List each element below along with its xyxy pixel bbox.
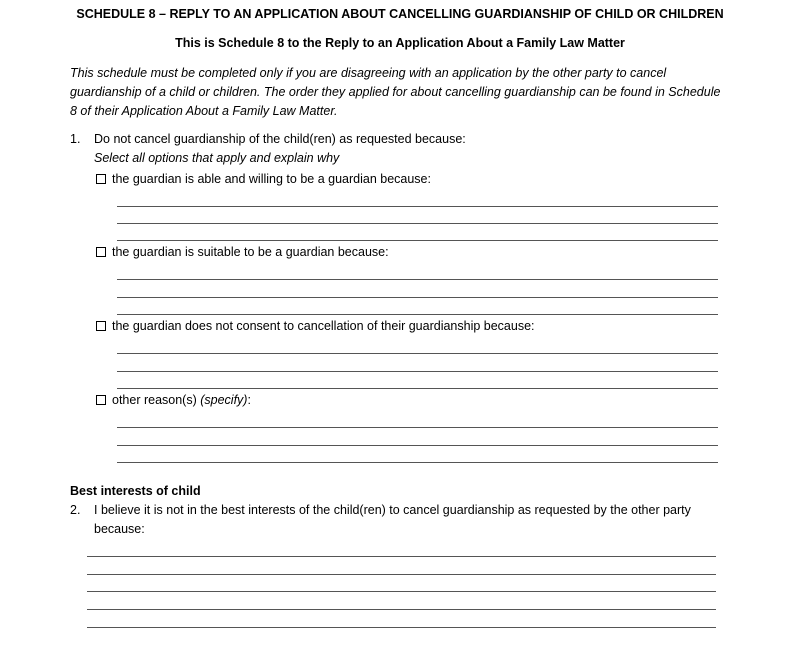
answer-line[interactable] [117, 279, 718, 280]
answer-line[interactable] [87, 609, 716, 610]
option-no-consent[interactable] [96, 319, 535, 333]
answer-line[interactable] [117, 371, 718, 372]
answer-line[interactable] [117, 388, 718, 389]
answer-line[interactable] [117, 240, 718, 241]
answer-line[interactable] [117, 297, 718, 298]
option-other-label: other reason(s) [112, 393, 201, 407]
answer-line[interactable] [117, 462, 718, 463]
option-able-willing[interactable] [96, 172, 431, 186]
answer-line[interactable] [87, 591, 716, 592]
question-2-text: I believe it is not in the best interests of the child(ren) to cancel guardianship as requested by the other party [94, 503, 691, 517]
option-suitable[interactable] [96, 245, 389, 259]
schedule-title: SCHEDULE 8 – REPLY TO AN APPLICATION ABOUT CANCELLING GUARDIANSHIP OF CHILD OR CHILDREN [76, 7, 724, 21]
question-2-number: 2. [70, 503, 81, 517]
answer-line[interactable] [87, 556, 716, 557]
answer-line[interactable] [117, 206, 718, 207]
option-able-willing-label: the guardian is able and willing to be a guardian because: [112, 172, 431, 186]
checkbox-suitable[interactable] [96, 247, 106, 257]
answer-line[interactable] [87, 627, 716, 628]
checkbox-able-willing[interactable] [96, 174, 106, 184]
intro-paragraph: This schedule must be completed only if you are disagreeing with an application by the other party to cancel guardianship of a child or children. The order they applied for about cancelling guardianship can be found in Schedule 8 of their Application About a Family Law Matter. [70, 66, 721, 118]
option-no-consent-label: the guardian does not consent to cancellation of their guardianship because: [112, 319, 535, 333]
checkbox-no-consent[interactable] [96, 321, 106, 331]
answer-line[interactable] [117, 314, 718, 315]
answer-line[interactable] [117, 353, 718, 354]
answer-line[interactable] [117, 427, 718, 428]
option-other-specify: (specify) [200, 393, 248, 407]
checkbox-other[interactable] [96, 395, 106, 405]
question-1-text: Do not cancel guardianship of the child(ren) as requested because: [94, 132, 466, 146]
answer-line[interactable] [87, 574, 716, 575]
best-interests-heading: Best interests of child [70, 484, 201, 498]
answer-line[interactable] [117, 445, 718, 446]
answer-line[interactable] [117, 223, 718, 224]
question-1-instruction: Select all options that apply and explain why [94, 151, 340, 165]
question-2-text-cont: because: [94, 522, 145, 536]
option-other-colon: : [247, 393, 251, 407]
option-other[interactable] [96, 393, 251, 407]
option-suitable-label: the guardian is suitable to be a guardian because: [112, 245, 389, 259]
question-1-number: 1. [70, 132, 81, 146]
schedule-subtitle: This is Schedule 8 to the Reply to an Application About a Family Law Matter [175, 36, 625, 50]
